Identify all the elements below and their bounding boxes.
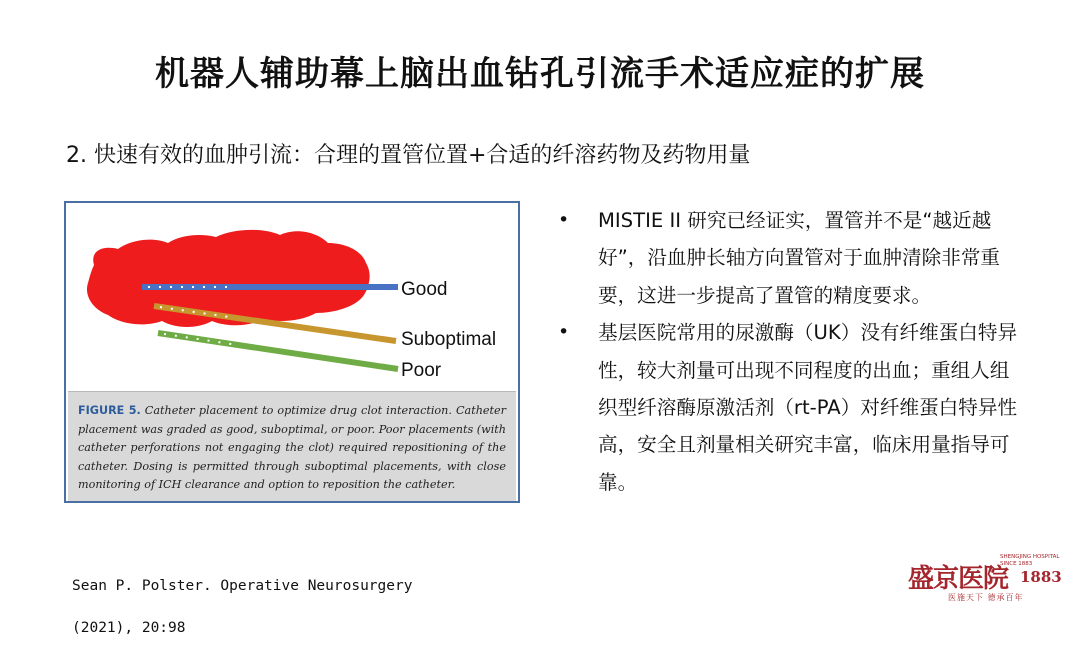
- slide-subtitle: 2. 快速有效的血肿引流：合理的置管位置+合适的纤溶药物及药物用量: [66, 143, 751, 168]
- blood-clot-shape: [87, 230, 370, 327]
- figure-caption-label: FIGURE 5.: [78, 404, 141, 417]
- figure-caption: [68, 391, 516, 501]
- bullet-dot: •: [558, 321, 570, 344]
- citation-line-1: Sean P. Polster. Operative Neurosurgery: [72, 578, 413, 594]
- good-label: Good: [401, 279, 448, 300]
- bullet-text: 基层医院常用的尿激酶（UK）没有纤维蛋白特异性，较大剂量可出现不同程度的出血；重组人组织型纤溶酶原激活剂（rt-PA）对纤维蛋白特异性高，安全且剂量相关研究丰富，临床用量指导可靠。: [598, 321, 1018, 494]
- catheter-placement-figure: [64, 201, 520, 503]
- catheter-diagram: [66, 203, 518, 393]
- logo-year: 1883: [1020, 568, 1062, 586]
- figure-caption-text: Catheter placement to optimize drug clot interaction. Catheter placement was graded as good, suboptimal, or poor. Poor placements (with catheter perforations not engaging the clot) required repositioning of the catheter. Dosing is permitted through suboptimal placements, with close monitoring of ICH clearance and option to reposition the catheter.: [78, 404, 506, 492]
- logo-motto: 医施天下 德承百年: [948, 593, 1024, 602]
- logo-english: SHENGJING HOSPITAL SINCE 1883: [1000, 554, 1060, 567]
- bullet-item: [556, 202, 1026, 314]
- citation-line-2: (2021), 20:98: [72, 620, 186, 636]
- bullet-item: [556, 314, 1026, 501]
- bullet-list: [556, 202, 1026, 501]
- slide-title: 机器人辅助幕上脑出血钻孔引流手术适应症的扩展: [155, 54, 925, 94]
- logo-name: 盛京医院: [908, 564, 1009, 594]
- poor-label: Poor: [401, 360, 442, 381]
- hospital-logo: [908, 554, 1068, 604]
- bullet-text: MISTIE II 研究已经证实，置管并不是“越近越好”，沿血肿长轴方向置管对于血肿清除非常重要，这进一步提高了置管的精度要求。: [598, 209, 1001, 307]
- suboptimal-label: Suboptimal: [401, 329, 497, 350]
- bullet-dot: •: [558, 209, 570, 231]
